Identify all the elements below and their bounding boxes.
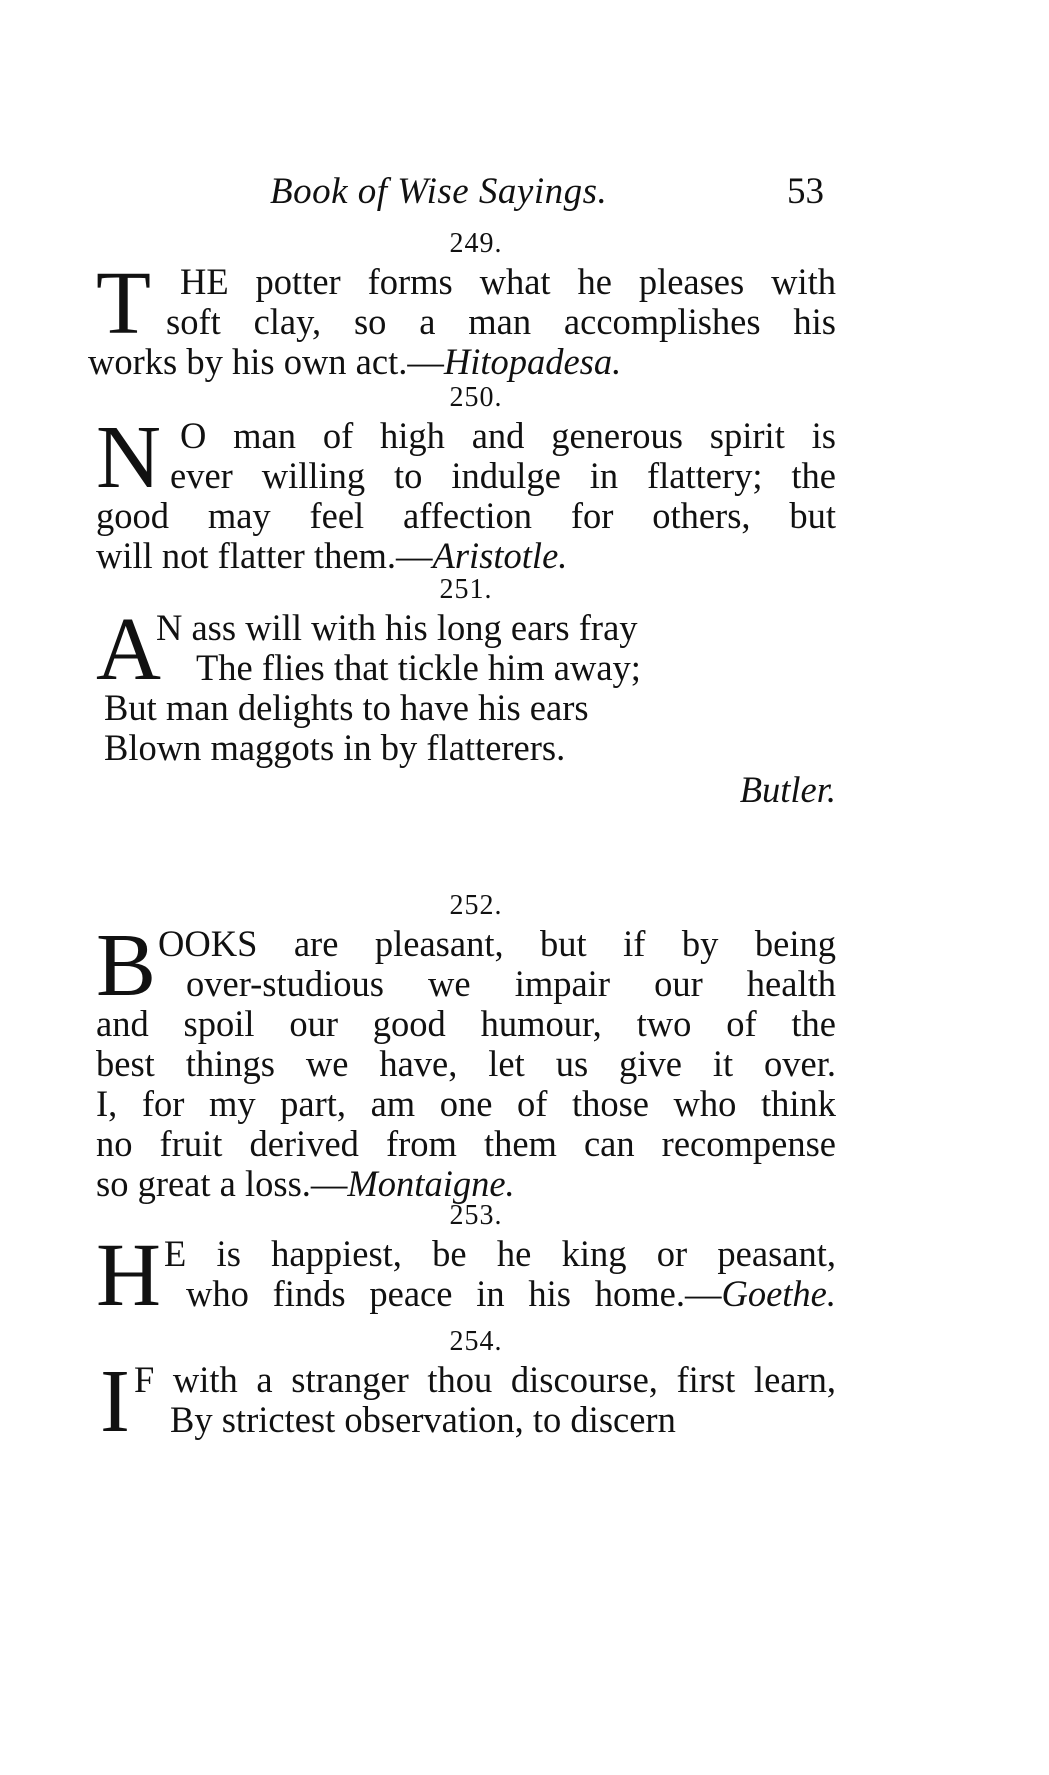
drop-cap: I: [100, 1352, 130, 1451]
text-line: Blown maggots in by flatterers.: [104, 727, 566, 768]
text-line: best things we have, let us give it over.: [96, 1043, 836, 1084]
saying-249: [88, 226, 836, 382]
text-line: no fruit derived from them can recompense: [96, 1123, 836, 1164]
text-line: HE potter forms what he pleases with: [180, 261, 836, 302]
drop-cap: H: [96, 1226, 161, 1325]
saying-number: 250.: [449, 382, 503, 413]
saying-number: 252.: [449, 890, 503, 921]
saying-number: 251.: [439, 574, 493, 605]
text-line: O man of high and generous spirit is: [180, 415, 836, 456]
text-line: will not flatter them.—Aristotle.: [96, 535, 568, 576]
author: Goethe.: [721, 1273, 836, 1314]
text-line: E is happiest, be he king or peasant,: [164, 1233, 836, 1274]
saying-252: [96, 888, 836, 1204]
author: Hitopadesa.: [443, 341, 622, 382]
text-line: F with a stranger thou discourse, first learn,: [134, 1359, 836, 1400]
saying-254: [96, 1324, 836, 1451]
author: Aristotle.: [432, 535, 568, 576]
drop-cap: N: [96, 408, 161, 507]
drop-cap: B: [96, 916, 157, 1015]
text-line: so great a loss.—Montaigne.: [96, 1163, 515, 1204]
text-line: But man delights to have his ears: [104, 687, 589, 728]
saying-250: [96, 380, 836, 576]
text-line: By strictest observation, to discern: [170, 1399, 676, 1440]
running-title: Book of Wise Sayings.: [270, 171, 608, 212]
text-line: ever willing to indulge in flattery; the: [170, 455, 836, 496]
drop-cap: A: [96, 600, 161, 699]
saying-number: 253.: [449, 1200, 503, 1231]
text-line: N ass will with his long ears fray: [156, 607, 638, 648]
text-line: I, for my part, am one of those who think: [96, 1083, 836, 1124]
author: Montaigne.: [347, 1163, 515, 1204]
text-line: who finds peace in his home.—Goethe.: [186, 1273, 836, 1314]
text-line: The flies that tickle him away;: [196, 647, 641, 688]
saying-253: [96, 1198, 836, 1325]
author: Butler.: [739, 769, 836, 810]
text-line: good may feel affection for others, but: [96, 495, 836, 536]
text-line: soft clay, so a man accomplishes his: [166, 301, 836, 342]
text-line: OOKS are pleasant, but if by being: [158, 923, 836, 964]
saying-number: 254.: [449, 1326, 503, 1357]
saying-number: 249.: [449, 228, 503, 259]
text-line: and spoil our good humour, two of the: [96, 1003, 836, 1044]
text-line: works by his own act.—Hitopadesa.: [88, 341, 622, 382]
page-number: 53: [787, 171, 824, 212]
text-line: over-studious we impair our health: [186, 963, 836, 1004]
drop-cap: T: [96, 254, 151, 353]
saying-251: [96, 572, 836, 810]
